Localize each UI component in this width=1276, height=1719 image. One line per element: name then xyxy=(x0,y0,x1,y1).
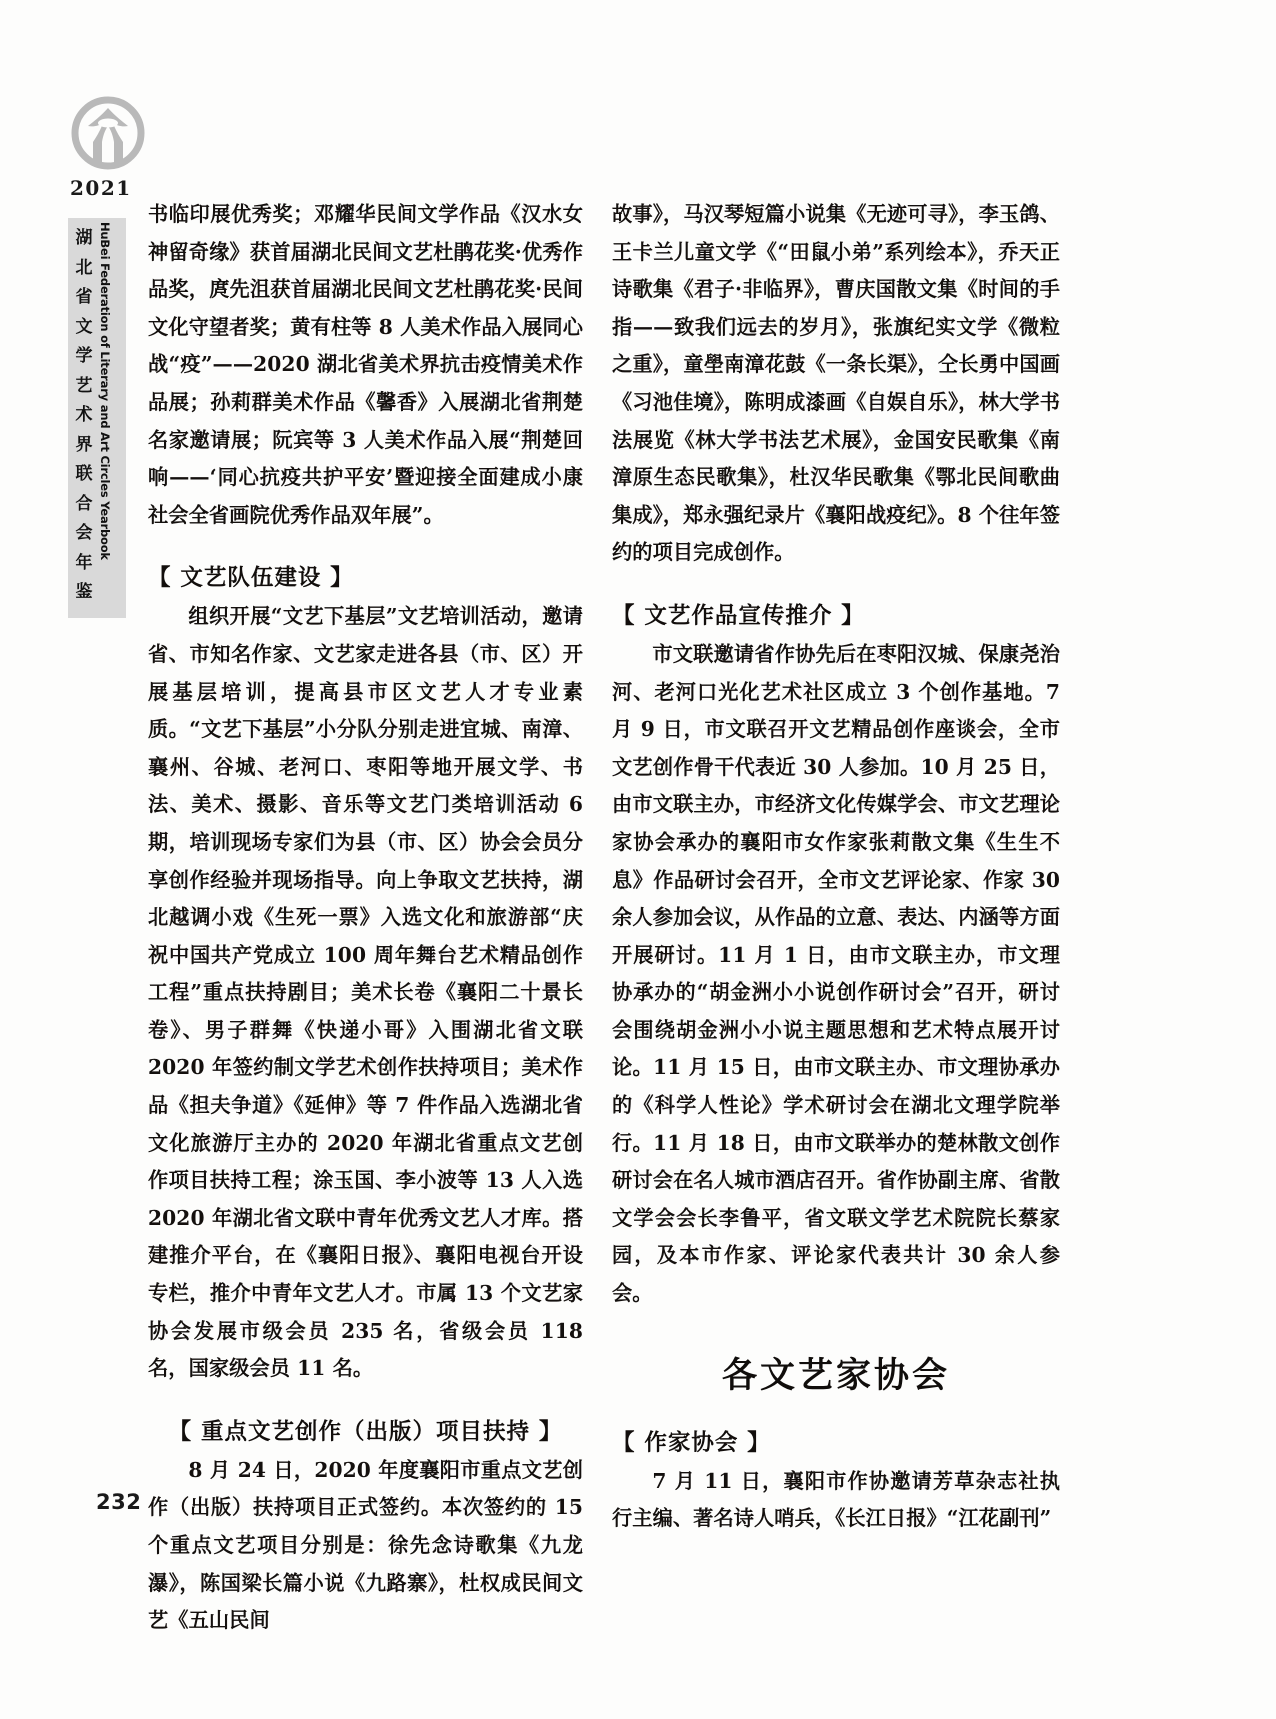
page-marginalia xyxy=(62,96,154,618)
left-continued-paragraph: 书临印展优秀奖；邓耀华民间文学作品《汉水女神留奇缘》获首届湖北民间文艺杜鹃花奖·优秀作品奖，庹先沮获首届湖北民间文艺杜鹃花奖·民间文化守望者奖；黄有柱等 8 人美术作品入展同心战“疫”——2020 湖北省美术界抗击疫情美术作品展；孙莉群美术作品《馨香》入展湖北省荆楚名家邀请展；阮宾等 3 人美术作品入展“荆楚回响——‘同心抗疫共护平安’暨迎接全面建成小康社会全省画院优秀作品双年展”。 xyxy=(148,202,583,527)
right-text-column xyxy=(612,196,1060,1538)
section-heading-arts-team-building: 【 文艺队伍建设 】 xyxy=(148,565,354,592)
section-heading-works-promotion: 【 文艺作品宣传推介 】 xyxy=(612,602,865,629)
vertical-title-cn: 湖北省文学艺术界联合会年鉴 xyxy=(75,228,93,602)
section-paragraph-writers-association: 7 月 11 日，襄阳市作协邀请芳草杂志社执行主编、著名诗人哨兵，《长江日报》“江花副刊” xyxy=(612,1468,1060,1531)
section-heading-key-creation-support: 【 重点文艺创作（出版）项目扶持 】 xyxy=(168,1418,563,1445)
vertical-title-bar xyxy=(68,218,126,618)
section-paragraph-works-promotion: 市文联邀请省作协先后在枣阳汉城、保康尧治河、老河口光化艺术社区成立 3 个创作基地。7 月 9 日，市文联召开文艺精品创作座谈会，全市文艺创作骨干代表近 30 人参加。10 月 25 日，由市文联主办，市经济文化传媒学会、市文艺理论家协会承办的襄阳市女作家张莉散文集《生生不息》作品研讨会召开，全市文艺评论家、作家 30 余人参加会议，从作品的立意、表达、内涵等方面开展研讨。11 月 1 日，由市文联主办，市文理协承办的“胡金洲小小说创作研讨会”召开，研讨会围绕胡金洲小小说主题思想和艺术特点展开讨论。11 月 15 日，由市文联主办、市文理协承办的《科学人性论》学术研讨会在湖北文理学院举行。11 月 18 日，由市文联举办的楚林散文创作研讨会在名人城市酒店召开。省作协副主席、省散文学会会长李鲁平，省文联文学艺术院院长蔡家园，及本市作家、评论家代表共计 30 余人参会。 xyxy=(612,641,1060,1306)
section-paragraph-key-creation-support: 8 月 24 日，2020 年度襄阳市重点文艺创作（出版）扶持项目正式签约。本次签约的 15 个重点文艺项目分别是：徐先念诗歌集《九龙瀑》，陈国梁长篇小说《九路寨》，杜权成民间文艺《五山民间 xyxy=(148,1457,583,1633)
vertical-title-en: HuBei Federation of Literary and Art Circles Yearbook xyxy=(98,222,112,560)
section-heading-writers-association: 【 作家协会 】 xyxy=(612,1429,771,1456)
section-paragraph-arts-team-building: 组织开展“文艺下基层”文艺培训活动，邀请省、市知名作家、文艺家走进各县（市、区）开展基层培训，提高县市区文艺人才专业素质。“文艺下基层”小分队分别走进宜城、南漳、襄州、谷城、老河口、枣阳等地开展文学、书法、美术、摄影、音乐等文艺门类培训活动 6 期，培训现场专家们为县（市、区）协会会员分享创作经验并现场指导。向上争取文艺扶持，湖北越调小戏《生死一票》入选文化和旅游部“庆祝中国共产党成立 100 周年舞台艺术精品创作工程”重点扶持剧目；美术长卷《襄阳二十景长卷》、男子群舞《快递小哥》入围湖北省文联 2020 年签约制文学艺术创作扶持项目；美术作品《担夫争道》《延伸》等 7 件作品入选湖北省文化旅游厅主办的 2020 年湖北省重点文艺创作项目扶持工程；涂玉国、李小波等 13 人入选 2020 年湖北省文联中青年优秀文艺人才库。搭建推介平台，在《襄阳日报》、襄阳电视台开设专栏，推介中青年文艺人才。市属 13 个文艺家协会发展市级会员 235 名，省级会员 118 名，国家级会员 11 名。 xyxy=(148,604,583,1381)
page-number: 232 xyxy=(96,1490,142,1514)
left-text-column xyxy=(148,196,583,1640)
major-heading-associations: 各文艺家协会 xyxy=(721,1355,950,1396)
yearbook-emblem-icon xyxy=(68,96,148,174)
yearbook-year: 2021 xyxy=(70,176,132,200)
right-continued-paragraph: 故事》，马汉琴短篇小说集《无迹可寻》，李玉鸽、王卡兰儿童文学《“田鼠小弟”系列绘本》，乔天正诗歌集《君子·非临界》，曹庆国散文集《时间的手指——致我们远去的岁月》，张旗纪实文学《微粒之重》，童壆南漳花鼓《一条长渠》，仝长勇中国画《习池佳境》，陈明成漆画《自娱自乐》，林大学书法展览《林大学书法艺术展》，金国安民歌集《南漳原生态民歌集》，杜汉华民歌集《鄂北民间歌曲集成》，郑永强纪录片《襄阳战疫纪》。8 个往年签约的项目完成创作。 xyxy=(612,202,1060,565)
